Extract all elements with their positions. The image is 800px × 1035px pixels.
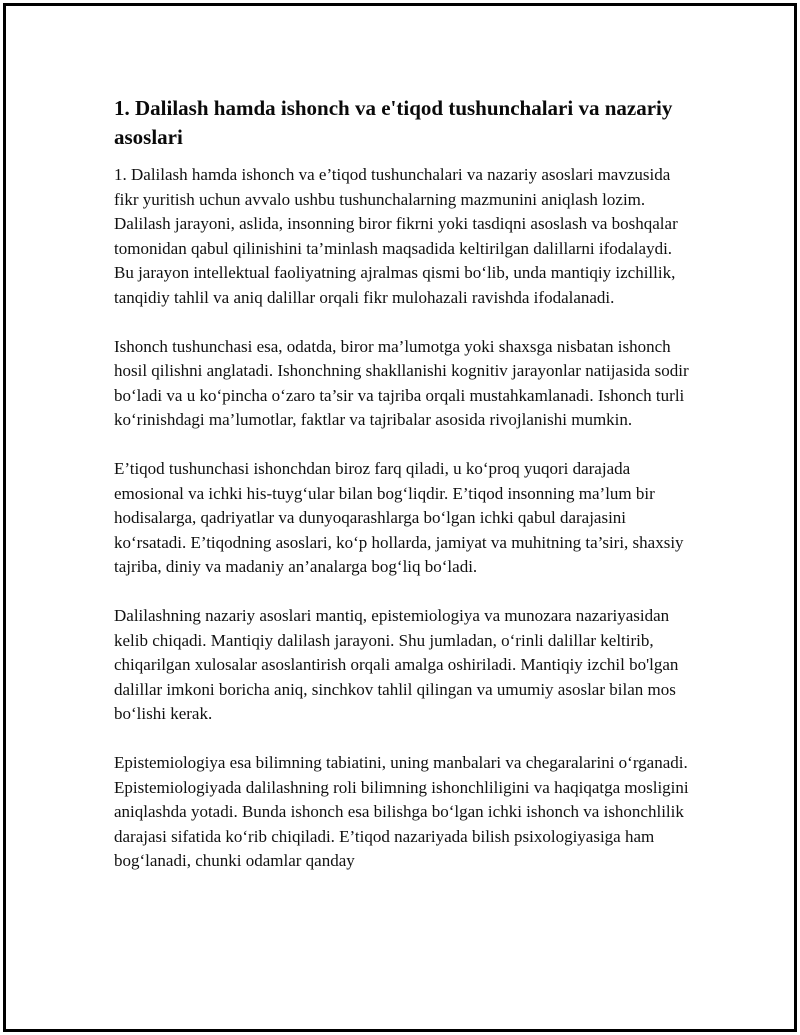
paragraph-etiqod: E’tiqod tushunchasi ishonchdan biroz farq qiladi, u ko‘proq yuqori darajada emosional va ichki his-tuyg‘ular bilan bog‘liqdir. E’tiqod insonning ma’lum bir hodisalarga, qadriyatlar va dunyoqarashlarga bo‘lgan ichki qabul darajasini ko‘rsatadi. E’tiqodning asoslari, ko‘p hollarda, jamiyat va muhitning ta’siri, shaxsiy tajriba, diniy va madaniy an’analarga bog‘liq bo‘ladi. [114, 459, 684, 576]
paragraph-epistemiologiya: Epistemiologiya esa bilimning tabiatini, uning manbalari va chegaralarini o‘rganadi. Epistemiologiyada dalilashning roli bilimning ishonchliligini va haqiqatga mosligini aniqlashda yotadi. Bunda ishonch esa bilishga bo‘lgan ichki ishonch va ishonchlilik darajasi sifatida ko‘rib chiqiladi. E’tiqod nazariyada bilish psixologiyasiga ham bog‘lanadi, chunki odamlar qanday [114, 753, 689, 870]
document-body [114, 94, 694, 898]
paragraph-nazariy-asoslar: Dalilashning nazariy asoslari mantiq, epistemiologiya va munozara nazariyasidan kelib chiqadi. Mantiqiy dalilash jarayoni. Shu jumladan, o‘rinli dalillar keltirib, chiqarilgan xulosalar asoslantirish orqali amalga oshiriladi. Mantiqiy izchil bo'lgan dalillar imkoni boricha aniq, sinchkov tahlil qilingan va umumiy asoslar bilan mos bo‘lishi kerak. [114, 606, 679, 723]
paragraph-ishonch: Ishonch tushunchasi esa, odatda, biror ma’lumotga yoki shaxsga nisbatan ishonch hosil qilishni anglatadi. Ishonchning shakllanishi kognitiv jarayonlar natijasida sodir bo‘ladi va u ko‘pincha o‘zaro ta’sir va tajriba orqali mustahkamlanadi. Ishonch turli ko‘rinishdagi ma’lumotlar, faktlar va tajribalar asosida rivojlanishi mumkin. [114, 336, 689, 429]
paragraph-definition: 1. Dalilash hamda ishonch va e’tiqod tushunchalari va nazariy asoslari mavzusida fikr yuritish uchun avvalo ushbu tushunchalarning mazmunini aniqlash lozim. Dalilash jarayoni, aslida, insonning biror fikrni yoki tasdiqni asoslash va boshqalar tomonidan qabul qilinishini ta’minlash maqsadida keltirilgan dalillarni ifodalaydi. Bu jarayon intellektual faoliyatning ajralmas qismi bo‘lib, unda mantiqiy izchillik, tanqidiy tahlil va aniq dalillar orqali fikr mulohazali ravishda ifodalanadi. [114, 165, 678, 307]
document-title: 1. Dalilash hamda ishonch va e'tiqod tushunchalari va nazariy asoslari [114, 96, 673, 149]
